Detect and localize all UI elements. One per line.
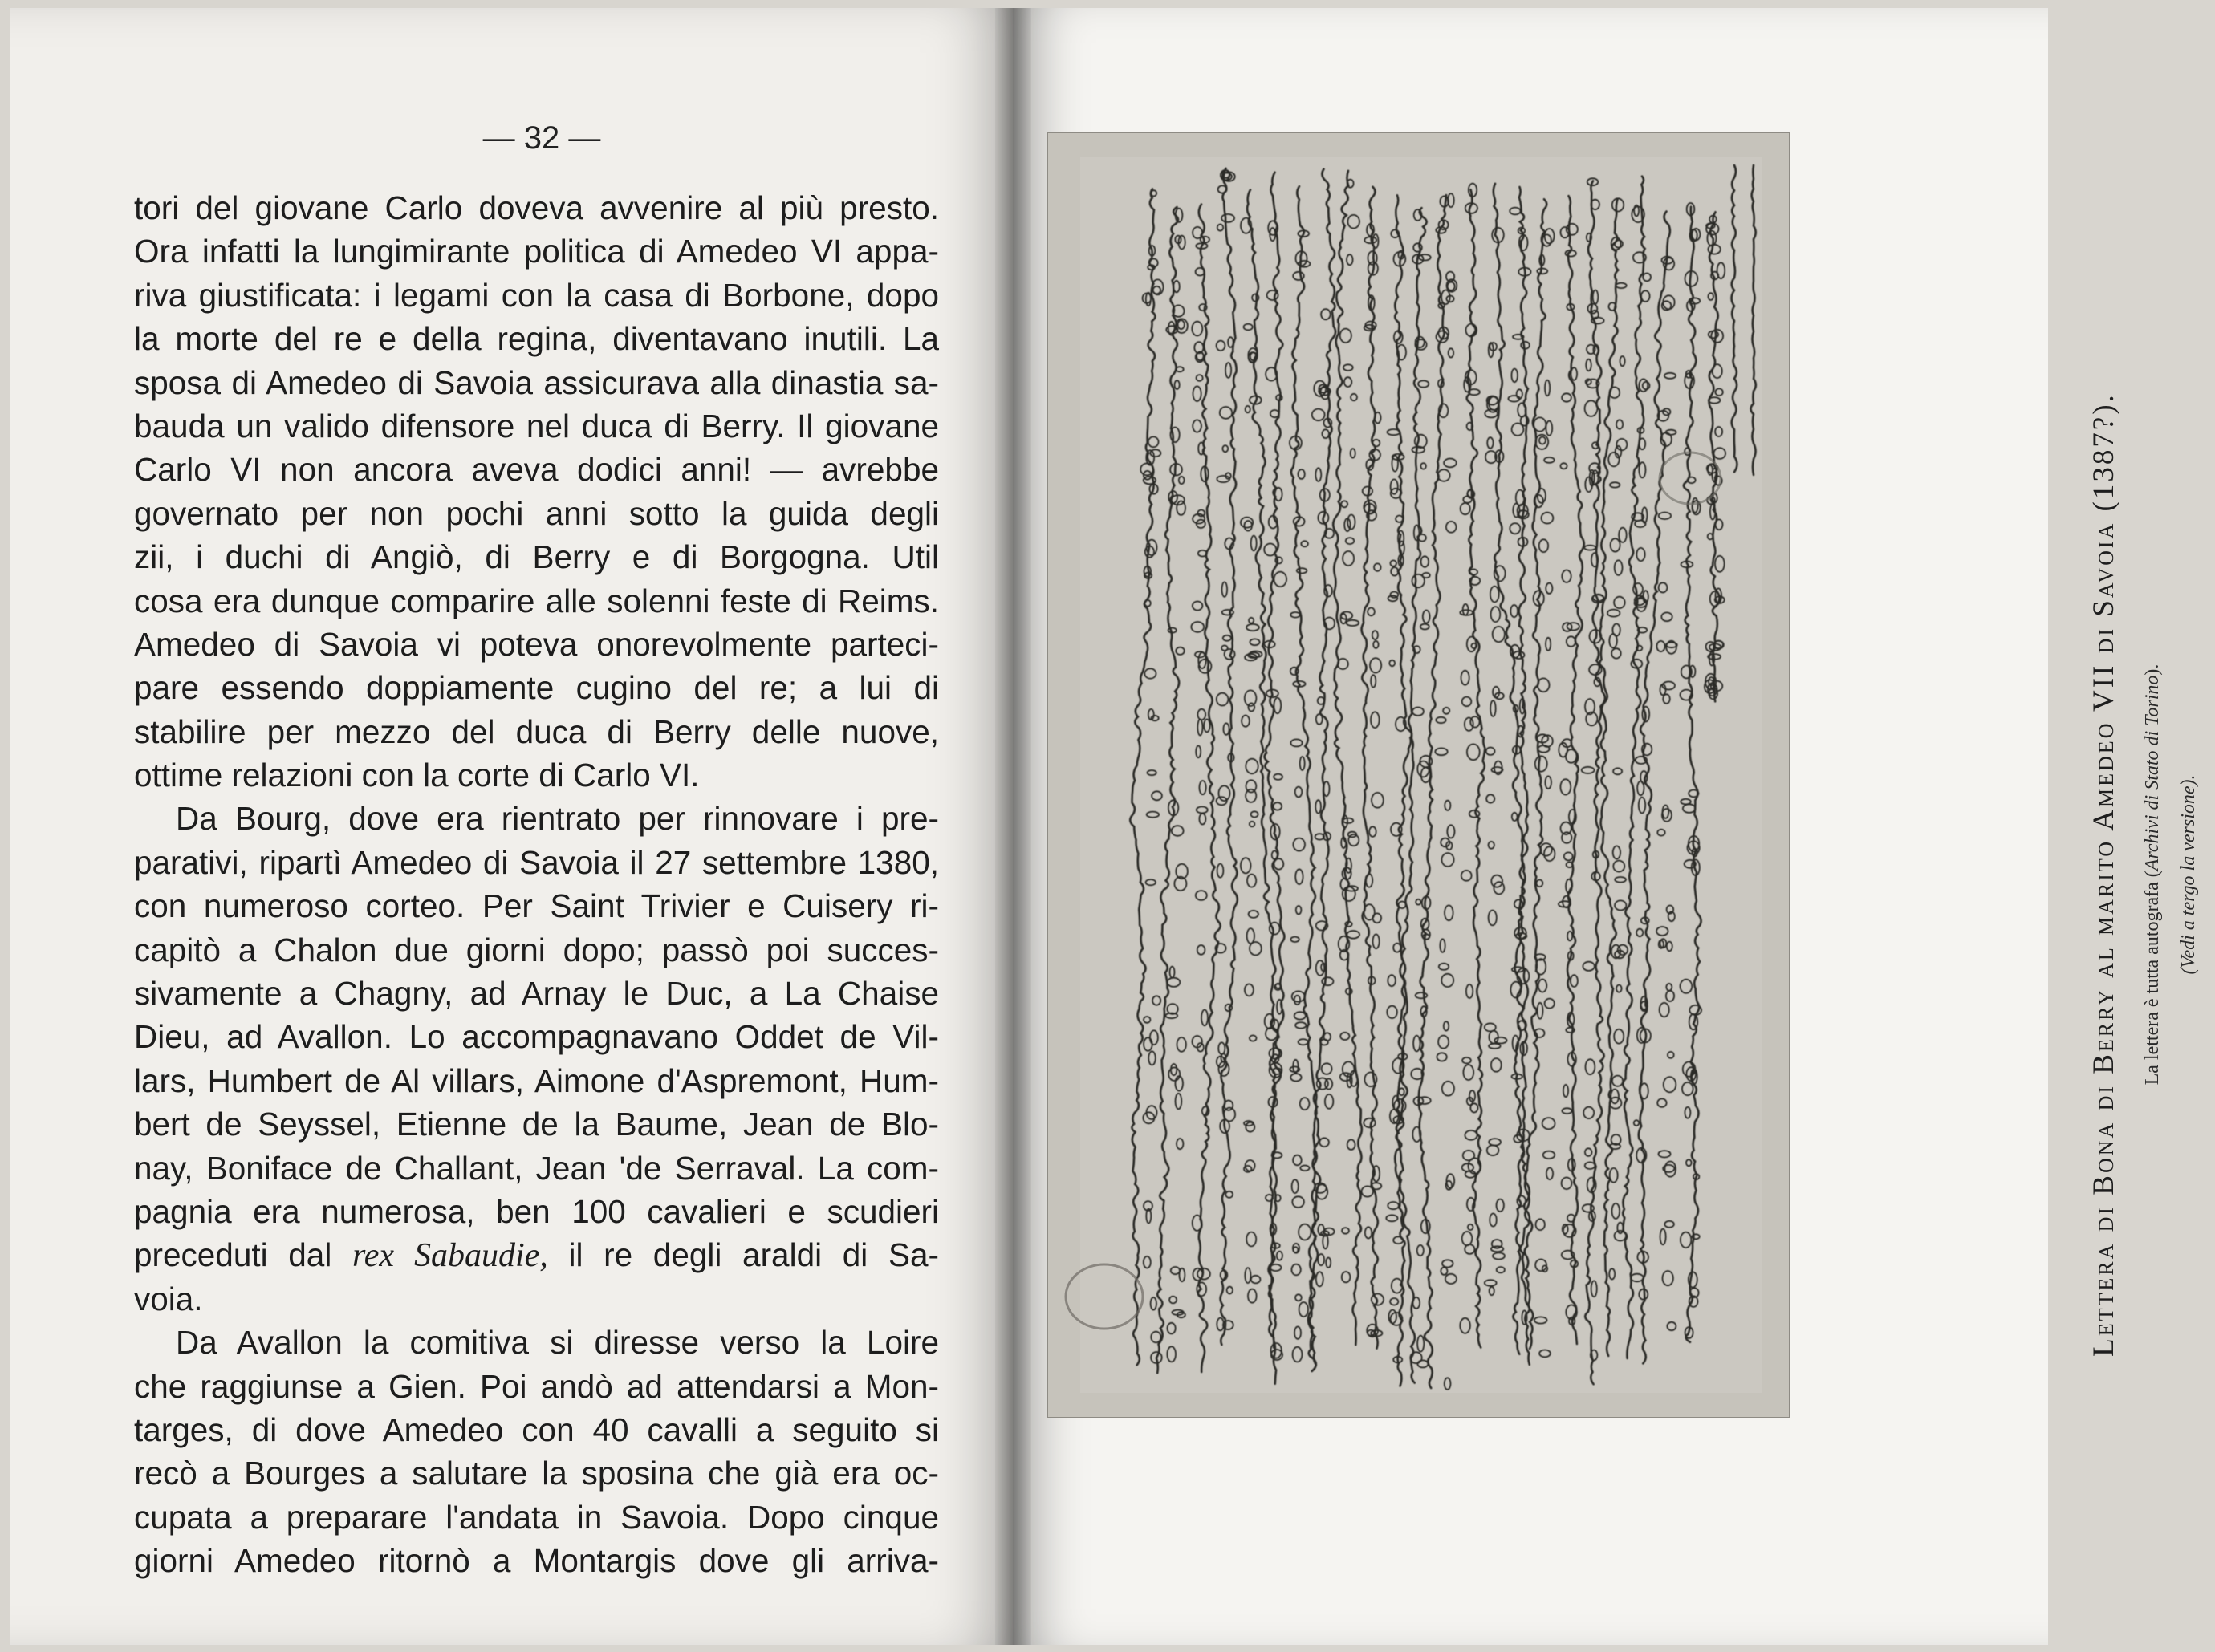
caption-subtitle — [2142, 193, 2164, 1557]
text-line: giorni Amedeo ritornò a Montargis dove gli arriva- — [134, 1542, 939, 1580]
letter-scribbles — [1048, 133, 1789, 1417]
caption-subtitle-text: La lettera è tutta autografa ( — [2142, 871, 2163, 1086]
text-line — [134, 1233, 939, 1277]
page-number: — 32 — — [482, 120, 601, 156]
text-line: bert de Seyssel, Etienne de la Baume, Jean de Blo- — [134, 1106, 939, 1143]
text-line: bauda un valido difensore nel duca di Berry. Il giovane — [134, 407, 939, 444]
caption-title: Lettera di Bona di Berry al marito Amedeo VII di Savoia (1387?). — [2087, 392, 2120, 1357]
text-line: zii, i duchi di Angiò, di Berry e di Borgogna. Util — [134, 538, 939, 576]
text-line: riva giustificata: i legami con la casa di Borbone, dopo — [134, 276, 939, 314]
caption-note: (Vedi a tergo la versione). — [2178, 774, 2199, 975]
text-line: governato per non pochi anni sotto la guida degli — [134, 494, 939, 532]
caption-subtitle-end: ). — [2142, 664, 2163, 676]
text-line: recò a Bourges a salutare la sposina che già era oc- — [134, 1455, 939, 1492]
text-line: nay, Boniface de Challant, Jean 'de Serraval. La com- — [134, 1149, 939, 1187]
text-line: sposa di Amedeo di Savoia assicurava alla dinastia sa- — [134, 363, 939, 401]
text-line: Amedeo di Savoia vi poteva onorevolmente parteci- — [134, 625, 939, 663]
text-line: Da Avallon la comitiva si diresse verso la Loire — [176, 1324, 939, 1362]
text-segment: il re degli araldi di Sa- — [547, 1236, 939, 1274]
text-line: pagnia era numerosa, ben 100 cavalieri e scudieri — [134, 1192, 939, 1230]
text-line: capitò a Chalon due giorni dopo; passò poi succes- — [134, 931, 939, 968]
text-line: ottime relazioni con la corte di Carlo VI. — [134, 757, 700, 794]
text-line: tori del giovane Carlo doveva avvenire al più presto. — [134, 189, 939, 226]
text-line: pare essendo doppiamente cugino del re; a lui di — [134, 669, 939, 707]
figure-caption — [2087, 193, 2215, 1557]
text-line: cosa era dunque comparire alle solenni feste di Reims. — [134, 582, 939, 619]
text-line: voia. — [134, 1280, 203, 1317]
text-line: cupata a preparare l'andata in Savoia. Dopo cinque — [134, 1498, 939, 1536]
text-line: Dieu, ad Avallon. Lo accompagnavano Oddet de Vil- — [134, 1018, 939, 1056]
text-segment: preceduti dal — [134, 1236, 352, 1274]
text-line: lars, Humbert de Al villars, Aimone d'Aspremont, Hum- — [134, 1061, 939, 1099]
text-line: sivamente a Chagny, ad Arnay le Duc, a La Chaise — [134, 975, 939, 1013]
book-gutter — [995, 8, 1031, 1645]
text-line: Carlo VI non ancora aveva dodici anni! — avrebbe — [134, 451, 939, 489]
italic-text: rex Sabaudie, — [352, 1237, 548, 1275]
body-text — [134, 186, 939, 1583]
text-line: Ora infatti la lungimirante politica di Amedeo VI appa- — [134, 233, 939, 270]
text-line: parativi, ripartì Amedeo di Savoia il 27 settembre 1380, — [134, 843, 939, 881]
text-line: stabilire per mezzo del duca di Berry delle nuove, — [134, 712, 939, 750]
text-line: con numeroso corteo. Per Saint Trivier e Cuisery ri- — [134, 887, 939, 925]
text-line: Da Bourg, dove era rientrato per rinnovare i pre- — [176, 800, 939, 838]
text-line: che raggiunse a Gien. Poi andò ad attendarsi a Mon- — [134, 1367, 939, 1405]
handwritten-letter-icon — [1047, 132, 1790, 1418]
text-line: la morte del re e della regina, diventavano inutili. La — [134, 320, 939, 358]
text-line: targes, di dove Amedeo con 40 cavalli a seguito si — [134, 1410, 939, 1448]
caption-archive: Archivi di Stato di Torino — [2142, 675, 2163, 871]
